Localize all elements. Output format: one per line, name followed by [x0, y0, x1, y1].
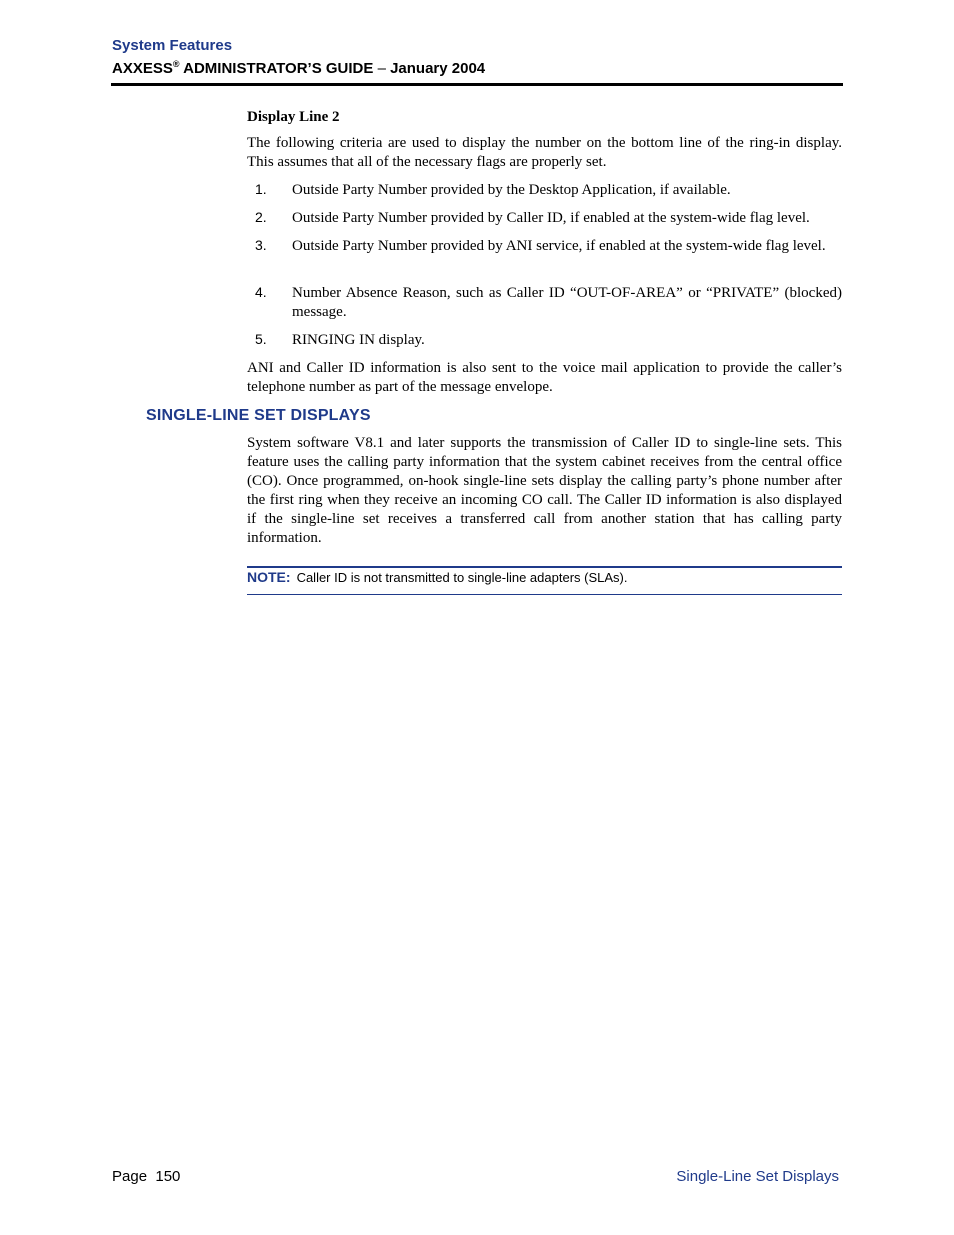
header-guide-name: ADMINISTRATOR’S GUIDE — [179, 60, 378, 77]
header-brand: AXXESS — [112, 60, 173, 77]
list-number: 1. — [255, 181, 267, 197]
note-label: NOTE: — [247, 569, 291, 585]
list-text: Outside Party Number provided by Caller ID, if enabled at the system-wide flag level. — [292, 210, 810, 226]
list-item — [247, 237, 842, 256]
intro-paragraph: The following criteria are used to display the number on the bottom line of the ring-in display. This assumes that all of the necessary flags are properly set. — [247, 135, 842, 170]
footer-section-title: Single-Line Set Displays — [676, 1168, 839, 1185]
header-date: January 2004 — [385, 60, 486, 77]
running-header-section: System Features — [112, 37, 233, 54]
list-number: 3. — [255, 237, 267, 253]
registered-mark: ® — [172, 59, 180, 69]
note-rule-top — [247, 566, 842, 568]
closing-paragraph: ANI and Caller ID information is also sent to the voice mail application to provide the caller’s telephone number as part of the message envelope. — [247, 360, 842, 395]
note-text: Caller ID is not transmitted to single-line adapters (SLAs). — [296, 570, 628, 585]
list-number: 4. — [255, 284, 267, 300]
header-rule — [111, 83, 843, 86]
list-number: 5. — [255, 331, 267, 347]
list-item — [247, 331, 842, 350]
note-rule-bottom — [247, 594, 842, 595]
note-box — [247, 569, 627, 586]
subheading-display-line-2: Display Line 2 — [247, 109, 340, 125]
running-header-title — [112, 60, 485, 78]
list-number: 2. — [255, 209, 267, 225]
footer-page-number: Page 150 — [112, 1168, 181, 1185]
section-heading-single-line-set-displays: SINGLE-LINE SET DISPLAYS — [146, 407, 371, 424]
list-text: RINGING IN display. — [292, 332, 425, 348]
list-text: Outside Party Number provided by ANI service, if enabled at the system-wide flag level. — [292, 238, 826, 254]
list-text: Number Absence Reason, such as Caller ID “OUT-OF-AREA” or “PRIVATE” (blocked) message. — [292, 285, 842, 320]
list-text: Outside Party Number provided by the Desktop Application, if available. — [292, 182, 731, 198]
list-item — [247, 181, 842, 200]
header-dash: – — [377, 60, 386, 77]
list-item — [247, 284, 842, 322]
list-item — [247, 209, 842, 228]
single-line-body-paragraph: System software V8.1 and later supports the transmission of Caller ID to single-line sets. This feature uses the calling party information that the system cabinet receives from the central office (CO). Once programmed, on-hook single-line sets display the calling party’s phone number after the first ring when they receive an incoming CO call. The Caller ID information is also displayed if the single-line set receives a transferred call from another station that has calling party information. — [247, 435, 842, 546]
